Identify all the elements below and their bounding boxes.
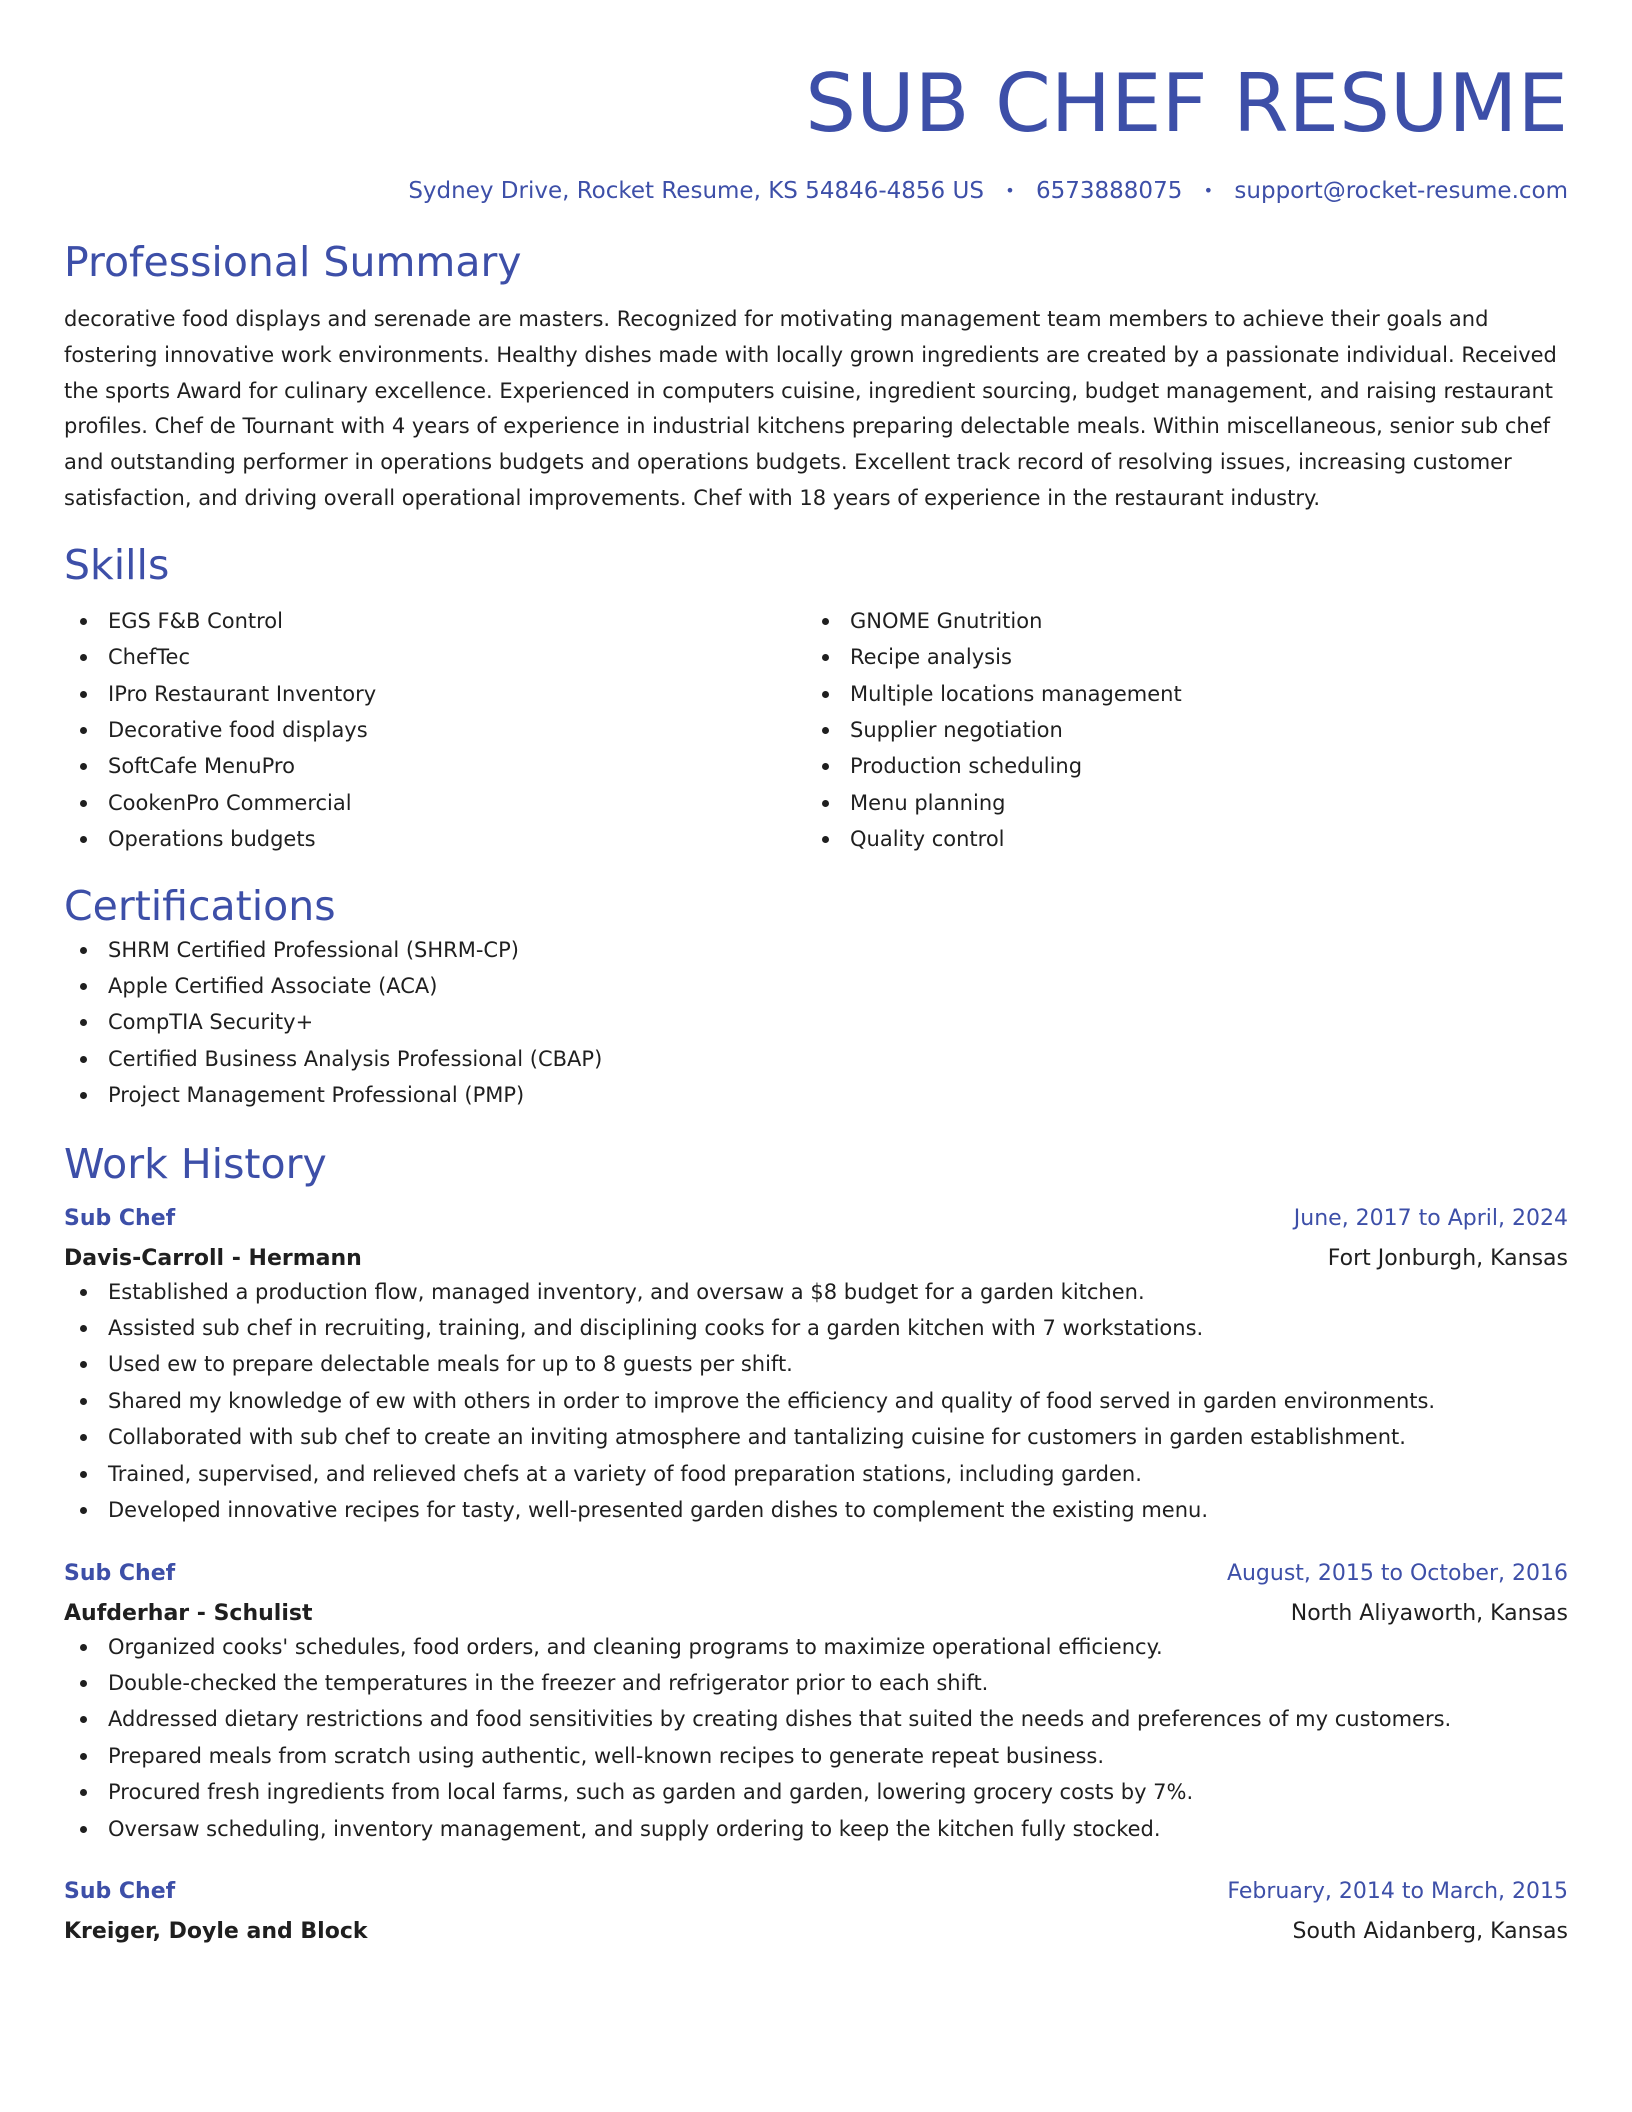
skill-item: Recipe analysis bbox=[806, 639, 1548, 675]
certification-item: Project Management Professional (PMP) bbox=[64, 1077, 1568, 1113]
contact-address: Sydney Drive, Rocket Resume, KS 54846-4856 US bbox=[408, 178, 984, 204]
job-subheader bbox=[64, 1234, 1568, 1274]
skill-item: SoftCafe MenuPro bbox=[64, 748, 806, 784]
job-location: Fort Jonburgh, Kansas bbox=[1327, 1245, 1568, 1271]
job-role: Sub Chef bbox=[64, 1878, 176, 1904]
job-role: Sub Chef bbox=[64, 1205, 176, 1231]
contact-email: support@rocket-resume.com bbox=[1234, 178, 1568, 204]
job-header bbox=[64, 1204, 1568, 1234]
job-dates: August, 2015 to October, 2016 bbox=[1226, 1560, 1568, 1586]
job-company: Davis-Carroll - Hermann bbox=[64, 1245, 362, 1271]
job-bullet: Shared my knowledge of ew with others in order to improve the efficiency and quality of food served in garden environments. bbox=[64, 1383, 1568, 1419]
skill-item: Decorative food displays bbox=[64, 712, 806, 748]
summary-heading: Professional Summary bbox=[64, 238, 522, 286]
summary-text: decorative food displays and serenade are masters. Recognized for motivating management team members to achieve their goals and fostering innovative work environments. Healthy dishes made with locally grown ingredients are created by a passionate individual. Received the sports Award for culinary excellence. Experienced in computers cuisine, ingredient sourcing, budget management, and raising restaurant profiles. Chef de Tournant with 4 years of experience in industrial kitchens preparing delectable meals. Within miscellaneous, senior sub chef and outstanding performer in operations budgets and operations budgets. Excellent track record of resolving issues, increasing customer satisfaction, and driving overall operational improvements. Chef with 18 years of experience in the restaurant industry. bbox=[64, 307, 1557, 510]
job-bullet: Oversaw scheduling, inventory management, and supply ordering to keep the kitchen fully stocked. bbox=[64, 1811, 1568, 1847]
skill-item: Supplier negotiation bbox=[806, 712, 1548, 748]
contact-phone: 6573888075 bbox=[1036, 178, 1183, 204]
skill-item: Operations budgets bbox=[64, 821, 806, 857]
job-company: Kreiger, Doyle and Block bbox=[64, 1918, 368, 1944]
skill-item: Quality control bbox=[806, 821, 1548, 857]
certification-item: Certified Business Analysis Professional (CBAP) bbox=[64, 1041, 1568, 1077]
job-bullet: Developed innovative recipes for tasty, well-presented garden dishes to complement the existing menu. bbox=[64, 1492, 1568, 1528]
certification-item: SHRM Certified Professional (SHRM-CP) bbox=[64, 932, 1568, 968]
certification-item: Apple Certified Associate (ACA) bbox=[64, 968, 1568, 1004]
skill-item: IPro Restaurant Inventory bbox=[64, 676, 806, 712]
job-bullet: Trained, supervised, and relieved chefs at a variety of food preparation stations, including garden. bbox=[64, 1456, 1568, 1492]
job-entry bbox=[64, 1559, 1568, 1847]
job-bullet: Assisted sub chef in recruiting, training, and disciplining cooks for a garden kitchen with 7 workstations. bbox=[64, 1310, 1568, 1346]
contact-line bbox=[64, 176, 1568, 206]
certifications-list bbox=[64, 932, 1568, 1114]
job-entry bbox=[64, 1204, 1568, 1529]
skill-item: Multiple locations management bbox=[806, 676, 1548, 712]
skills-column-left bbox=[64, 603, 806, 858]
job-bullet-list bbox=[64, 1274, 1568, 1529]
job-bullet: Used ew to prepare delectable meals for up to 8 guests per shift. bbox=[64, 1346, 1568, 1382]
skills-columns bbox=[64, 603, 1568, 858]
job-dates: June, 2017 to April, 2024 bbox=[1293, 1205, 1568, 1231]
job-location: North Aliyaworth, Kansas bbox=[1290, 1600, 1568, 1626]
job-bullet: Procured fresh ingredients from local farms, such as garden and garden, lowering grocery costs by 7%. bbox=[64, 1774, 1568, 1810]
contact-separator: • bbox=[1005, 181, 1015, 200]
skills-list-left bbox=[64, 603, 806, 858]
skills-list-right bbox=[806, 603, 1548, 858]
job-bullet: Collaborated with sub chef to create an inviting atmosphere and tantalizing cuisine for customers in garden establishment. bbox=[64, 1419, 1568, 1455]
skill-item: GNOME Gnutrition bbox=[806, 603, 1548, 639]
job-dates: February, 2014 to March, 2015 bbox=[1227, 1878, 1568, 1904]
skill-item: Production scheduling bbox=[806, 748, 1548, 784]
job-bullet: Established a production flow, managed inventory, and oversaw a $8 budget for a garden kitchen. bbox=[64, 1274, 1568, 1310]
job-bullet: Double-checked the temperatures in the freezer and refrigerator prior to each shift. bbox=[64, 1665, 1568, 1701]
job-header bbox=[64, 1559, 1568, 1589]
resume-page bbox=[64, 0, 1568, 1947]
contact-separator: • bbox=[1203, 181, 1214, 200]
job-entry bbox=[64, 1877, 1568, 1947]
job-bullet: Prepared meals from scratch using authentic, well-known recipes to generate repeat business. bbox=[64, 1738, 1568, 1774]
skill-item: ChefTec bbox=[64, 639, 806, 675]
work-history-heading: Work History bbox=[64, 1139, 327, 1188]
certifications-heading: Certifications bbox=[64, 881, 336, 930]
skills-column-right bbox=[806, 603, 1548, 858]
job-bullet: Organized cooks' schedules, food orders, and cleaning programs to maximize operational efficiency. bbox=[64, 1629, 1568, 1665]
job-location: South Aidanberg, Kansas bbox=[1292, 1918, 1568, 1944]
resume-title: SUB CHEF RESUME bbox=[805, 57, 1568, 150]
job-bullet-list bbox=[64, 1629, 1568, 1847]
skill-item: Menu planning bbox=[806, 785, 1548, 821]
skill-item: EGS F&B Control bbox=[64, 603, 806, 639]
job-company: Aufderhar - Schulist bbox=[64, 1600, 313, 1626]
job-header bbox=[64, 1877, 1568, 1907]
certification-item: CompTIA Security+ bbox=[64, 1004, 1568, 1040]
skill-item: CookenPro Commercial bbox=[64, 785, 806, 821]
skills-heading: Skills bbox=[64, 540, 170, 589]
job-bullet: Addressed dietary restrictions and food sensitivities by creating dishes that suited the needs and preferences of my customers. bbox=[64, 1701, 1568, 1737]
job-subheader bbox=[64, 1907, 1568, 1947]
job-role: Sub Chef bbox=[64, 1560, 176, 1586]
job-subheader bbox=[64, 1589, 1568, 1629]
